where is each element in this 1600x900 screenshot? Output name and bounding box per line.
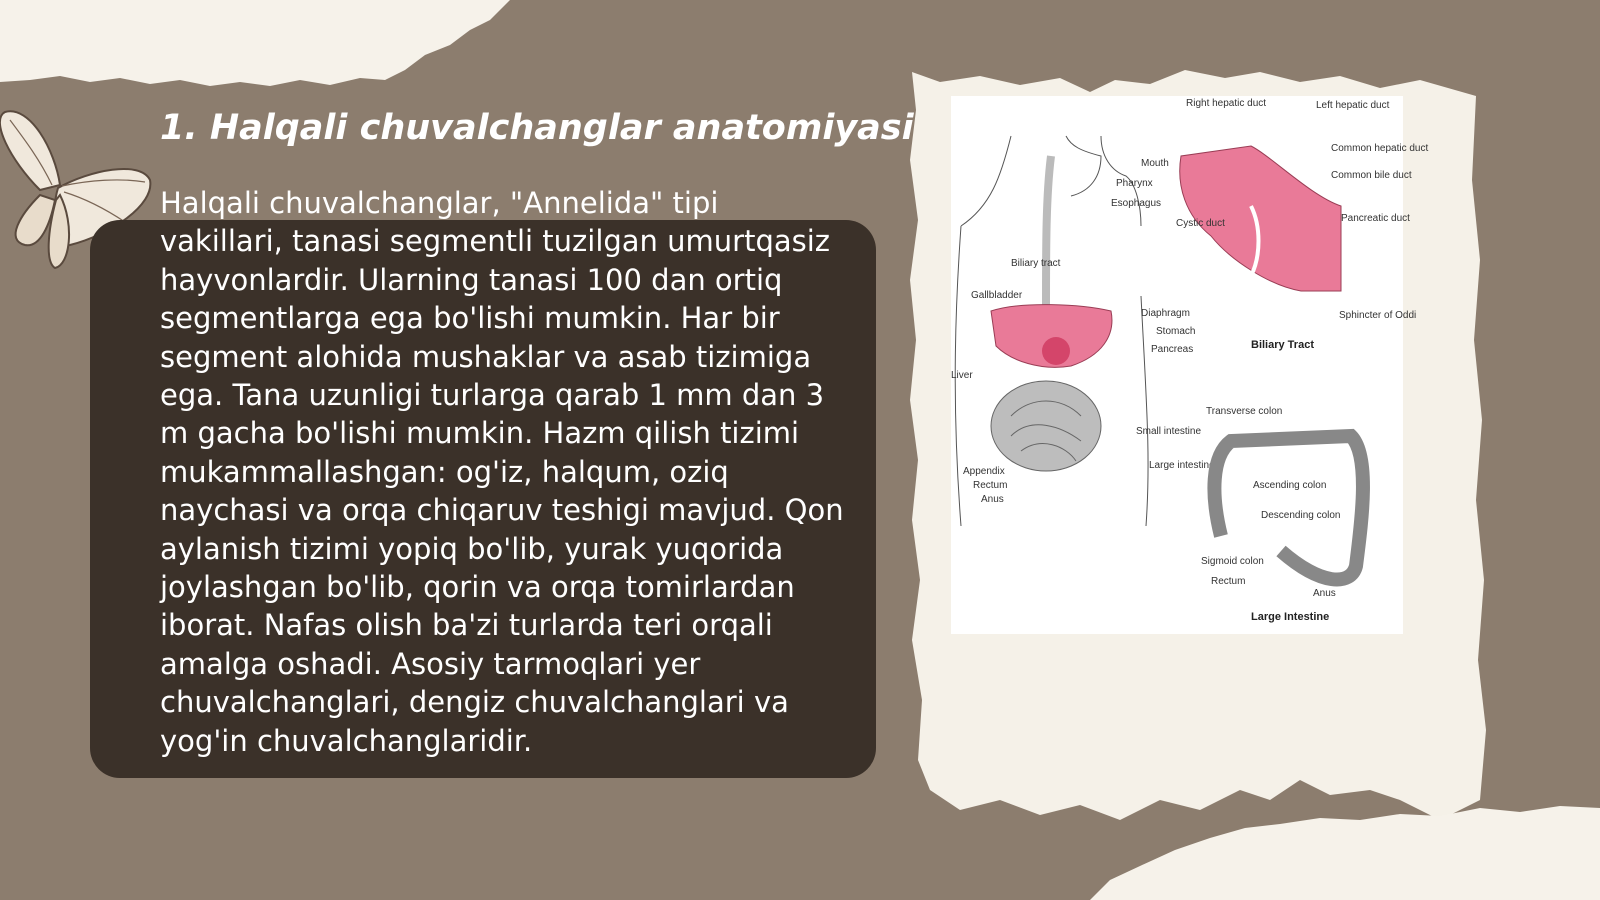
label-liver: Liver (951, 370, 973, 381)
label-intestine-rectum: Rectum (1211, 576, 1246, 587)
label-right-hepatic: Right hepatic duct (1186, 98, 1267, 109)
label-intestine-anus: Anus (1313, 588, 1336, 599)
label-appendix: Appendix (963, 466, 1005, 477)
esophagus-shape (1046, 156, 1051, 306)
label-common-bile: Common bile duct (1331, 170, 1412, 181)
label-cystic: Cystic duct (1176, 218, 1225, 229)
label-stomach: Stomach (1156, 326, 1196, 337)
digestive-system-figure (951, 96, 1429, 634)
stomach-shape (1042, 337, 1070, 365)
label-rectum: Rectum (973, 480, 1008, 491)
label-pharynx: Pharynx (1116, 178, 1153, 189)
label-pancreas: Pancreas (1151, 344, 1194, 355)
label-mouth: Mouth (1141, 158, 1169, 169)
label-common-hepatic: Common hepatic duct (1331, 143, 1429, 154)
label-sphincter: Sphincter of Oddi (1339, 310, 1417, 321)
label-sigmoid: Sigmoid colon (1201, 556, 1264, 567)
label-diaphragm: Diaphragm (1141, 308, 1190, 319)
label-pancreatic: Pancreatic duct (1341, 213, 1410, 224)
label-small-intestine: Small intestine (1136, 426, 1202, 437)
label-transverse: Transverse colon (1206, 406, 1283, 417)
label-descending: Descending colon (1261, 510, 1341, 521)
label-large-intestine: Large intestine (1149, 460, 1215, 471)
label-esophagus: Esophagus (1111, 198, 1162, 209)
label-ascending: Ascending colon (1253, 480, 1327, 491)
label-biliary-tract: Biliary tract (1011, 258, 1061, 269)
slide-title: 1. Halqali chuvalchanglar anatomiyasi (160, 108, 914, 148)
caption-large-intestine: Large Intestine (1251, 611, 1330, 623)
label-gallbladder: Gallbladder (971, 290, 1023, 301)
torn-paper-bottom (1090, 806, 1600, 900)
small-intestine-shape (991, 381, 1101, 471)
slide-body: Halqali chuvalchanglar, "Annelida" tipi vakillari, tanasi segmentli tuzilgan umurtqasiz hayvonlardir. Ularning tanasi 100 dan ortiq segmentlarga ega bo'lishi mumkin. Har bir segment alohida mushaklar va asab tizimiga ega. Tana uzunligi turlarga qarab 1 mm dan 3 m gacha bo'lishi mumkin. Hazm qilish tizimi mukammallashgan: og'iz, halqum, oziq naychasi va orqa chiqaruv teshigi mavjud. Qon aylanish tizimi yopiq bo'lib, yurak yuqorida joylashgan bo'lib, qorin va orqa tomirlardan iborat. Nafas olish ba'zi turlarda teri orqali amalga oshadi. Asosiy tarmoqlari yer chuvalchanglari, dengiz chuvalchanglari va yog'in chuvalchanglaridir. (160, 186, 844, 758)
torn-paper-top (0, 0, 510, 86)
label-left-hepatic: Left hepatic duct (1316, 100, 1390, 111)
caption-biliary: Biliary Tract (1251, 339, 1314, 351)
label-anus: Anus (981, 494, 1004, 505)
